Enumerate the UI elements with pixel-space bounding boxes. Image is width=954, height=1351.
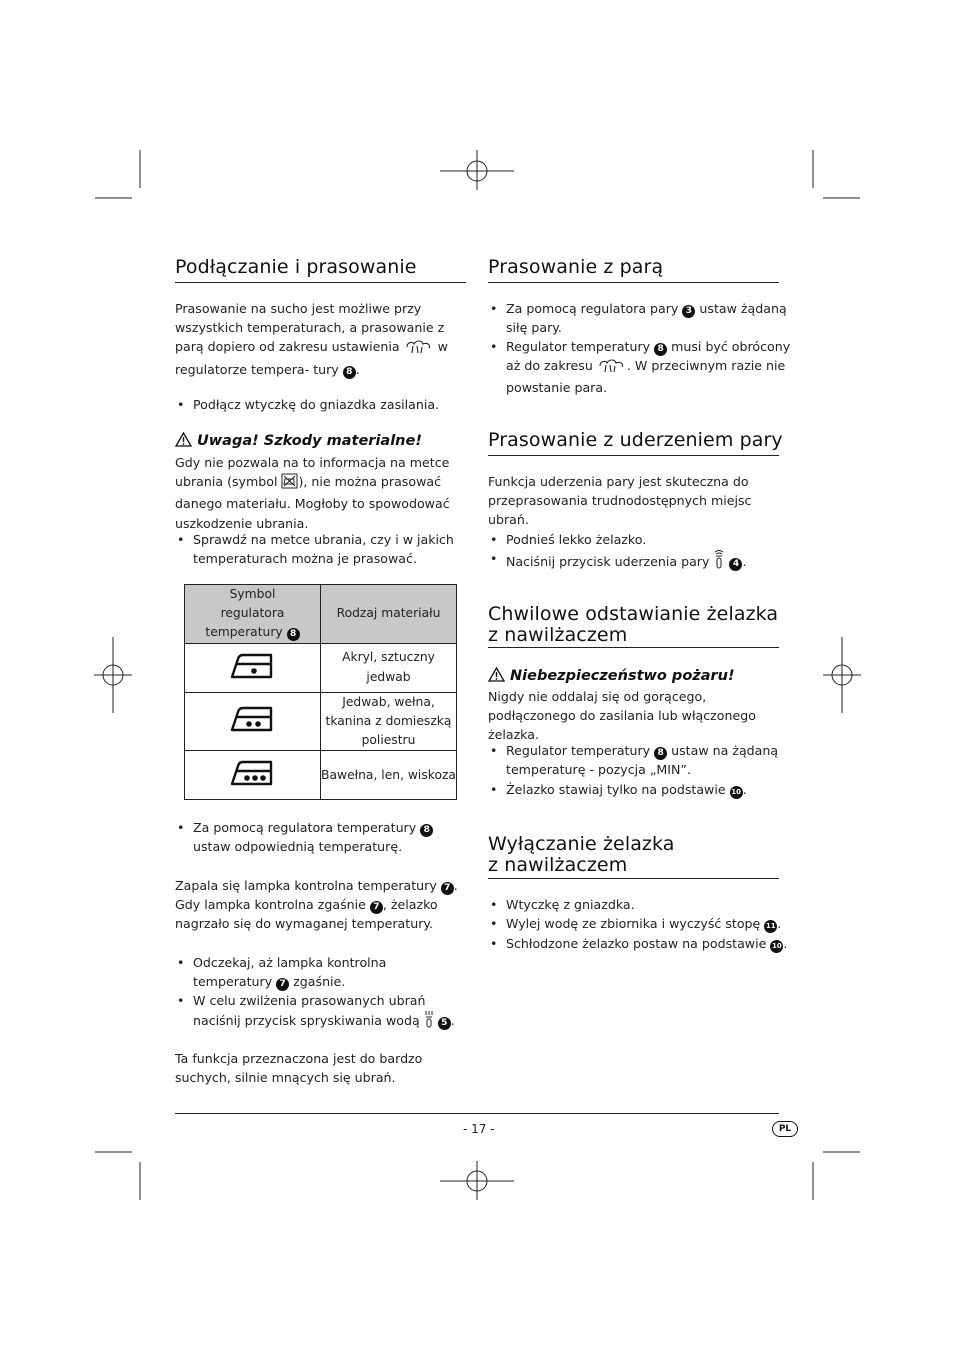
title-underline	[488, 455, 779, 456]
warning-text-2: ), nie można prasować danego materiału. Mogłoby to spowodować uszkodzenie ubrania.	[175, 474, 450, 531]
ref-number-badge: 8	[654, 747, 667, 760]
section-title-switch-off	[488, 834, 675, 876]
parking-title-line-2: z nawilżaczem	[488, 624, 628, 646]
lamp-text-2: . Gdy lampka kontrolna zgaśnie	[175, 878, 458, 913]
parking-title-line-1: Chwilowe odstawianie żelazka	[488, 603, 779, 625]
ref-number-badge: 5	[438, 1017, 451, 1030]
header-symbol-text: Symbol regulatora temperatury	[205, 587, 285, 640]
burst-b2-text: Naciśnij przycisk uderzenia pary	[506, 554, 710, 569]
iron-one-dot-icon	[185, 643, 321, 692]
park-b2-text: Żelazko stawiaj tylko na podstawie	[506, 782, 726, 797]
fire-warning-paragraph: Nigdy nie oddalaj się od gorącego, podłączonego do zasilania lub włączonego żelazka.	[488, 689, 756, 743]
ref-number-badge: 3	[682, 305, 695, 318]
page-number: - 17 -	[463, 1122, 495, 1136]
table-header-material: Rodzaj materiału	[321, 585, 457, 644]
bullet-steam-regulator	[488, 299, 796, 337]
ref-number-badge: 8	[654, 343, 667, 356]
bullet-temp-regulator	[488, 337, 796, 398]
ref-number-badge: 8	[287, 628, 300, 641]
section-title-connecting-ironing: Podłączanie i prasowanie	[175, 256, 417, 278]
ref-number-badge: 8	[343, 366, 356, 379]
section-title-steam-ironing: Prasowanie z parą	[488, 256, 664, 278]
bullet-regulator	[175, 818, 469, 856]
bullet-empty-tank: • Wylej wodę ze zbiornika i wyczyść stopę 11 .	[488, 914, 796, 933]
iron-three-dots-icon	[185, 751, 321, 800]
park-b1-text-2: ustaw na żądaną temperaturę - pozycja „MIN”.	[506, 743, 779, 778]
bullet-lift-iron: • Podnieś lekko żelazko.	[488, 530, 796, 549]
table-cell-material: Bawełna, len, wiskoza	[321, 751, 457, 800]
title-underline	[488, 647, 779, 648]
ref-number-badge: 11	[764, 920, 777, 933]
intro-text-3: tury	[313, 361, 339, 377]
title-underline	[488, 282, 779, 283]
steam-b2-text: Regulator temperatury	[506, 339, 651, 354]
switch-off-title-line-2: z nawilżaczem	[488, 854, 628, 876]
bullet-regulator-text-2: ustaw odpowiednią temperaturę.	[193, 839, 403, 855]
steam-b1-text: Za pomocą regulatora pary	[506, 301, 679, 316]
intro-text: Prasowanie na sucho jest możliwe przy wszystkich temperaturach, a prasowanie z parą dopiero od zakresu ustawienia	[175, 301, 445, 355]
warning-paragraph	[175, 453, 467, 533]
bullet-wait-text: Odczekaj, aż lampka kontrolna temperatury	[193, 955, 387, 990]
warning-triangle-icon	[488, 667, 505, 682]
section-title-parking	[488, 604, 778, 646]
burst-paragraph: Funkcja uderzenia pary jest skuteczna do przeprasowania trudnodostępnych miejsc ubrań.	[488, 474, 752, 528]
bullet-use-base: • Żelazko stawiaj tylko na podstawie 10 .	[488, 780, 796, 799]
fire-warning-title: Niebezpieczeństwo pożaru!	[510, 668, 735, 684]
bullet-unplug: • Wtyczkę z gniazdka.	[488, 895, 796, 914]
table-row	[185, 643, 457, 692]
steam-range-icon	[597, 357, 627, 378]
steam-b1-text-2: ustaw żądaną siłę pary.	[506, 301, 787, 336]
ref-number-badge: 7	[441, 882, 454, 895]
table-row	[185, 751, 457, 800]
material-text: Jedwab, wełna, tkanina z domieszką poliestru	[325, 694, 452, 748]
bullet-wait	[175, 953, 469, 991]
language-badge: PL	[772, 1121, 798, 1137]
no-iron-symbol-icon	[281, 473, 298, 494]
title-underline	[175, 282, 466, 283]
bullet-check-label: • Sprawdź na metce ubrania, czy i w jakich temperaturach można je prasować.	[175, 530, 469, 568]
off-b2-text: Wylej wodę ze zbiornika i wyczyść stopę	[506, 916, 761, 931]
switch-off-title-line-1: Wyłączanie żelazka	[488, 833, 675, 855]
steam-b2-text-3: . W przeciwnym razie nie powstanie para.	[506, 358, 786, 396]
bullet-store-iron: • Schłodzone żelazko postaw na podstawie 10 .	[488, 934, 796, 953]
bullet-spray: • W celu zwilżenia prasowanych ubrań naciśnij przycisk spryskiwania wodą 5 .	[175, 991, 469, 1033]
ref-number-badge: 7	[370, 901, 383, 914]
bullet-plug: • Podłącz wtyczkę do gniazdka zasilania.	[175, 395, 485, 414]
warning-heading	[175, 432, 422, 450]
bullet-regulator-text: Za pomocą regulatora temperatury	[193, 820, 417, 835]
table-cell-material	[321, 692, 457, 751]
iron-two-dots-icon	[185, 692, 321, 751]
ref-number-badge: 8	[420, 824, 433, 837]
burst-button-icon	[713, 549, 725, 574]
warning-text-1: Gdy nie pozwala na to informacja na metce ubrania (symbol	[175, 455, 450, 490]
lamp-paragraph	[175, 876, 467, 934]
material-table	[184, 584, 457, 800]
bullet-wait-text-2: zgaśnie.	[293, 974, 346, 990]
ref-number-badge: 7	[276, 978, 289, 991]
ref-number-badge: 10	[770, 940, 783, 953]
bullet-spray-text: W celu zwilżenia prasowanych ubrań naciśnij przycisk spryskiwania wodą	[193, 993, 426, 1029]
bullet-set-min	[488, 741, 796, 779]
spray-button-icon	[424, 1010, 434, 1033]
table-cell-material: Akryl, sztuczny jedwab	[321, 643, 457, 692]
table-header-symbol	[185, 585, 321, 644]
table-row	[185, 692, 457, 751]
title-underline	[488, 878, 779, 879]
warning-title: Uwaga! Szkody materialne!	[197, 433, 422, 449]
footer-rule	[175, 1113, 779, 1114]
intro-text-2: w regulatorze tempera-	[175, 339, 448, 377]
intro-paragraph: Prasowanie na sucho jest możliwe przy wszystkich temperaturach, a prasowanie z parą dopiero od zakresu ustawienia w regulatorze tempera- tury 8 .	[175, 301, 448, 377]
off-b3-text: Schłodzone żelazko postaw na podstawie	[506, 936, 767, 951]
fire-warning-heading	[488, 667, 735, 685]
bullet-burst-button: • Naciśnij przycisk uderzenia pary 4 .	[488, 549, 796, 574]
ref-number-badge: 10	[730, 786, 743, 799]
warning-triangle-icon	[175, 432, 192, 447]
lamp-text-3: , żelazko nagrzało się do wymaganej temperatury.	[175, 897, 438, 932]
steam-range-icon	[404, 338, 434, 359]
section-title-burst-steam: Prasowanie z uderzeniem pary	[488, 429, 783, 451]
park-b1-text: Regulator temperatury	[506, 743, 651, 758]
lamp-text-1: Zapala się lampka kontrolna temperatury	[175, 878, 437, 893]
ref-number-badge: 4	[729, 558, 742, 571]
steam-b2-text-2: musi być obrócony aż do zakresu	[506, 339, 791, 374]
closing-paragraph: Ta funkcja przeznaczona jest do bardzo suchych, silnie mnących się ubrań.	[175, 1051, 423, 1086]
